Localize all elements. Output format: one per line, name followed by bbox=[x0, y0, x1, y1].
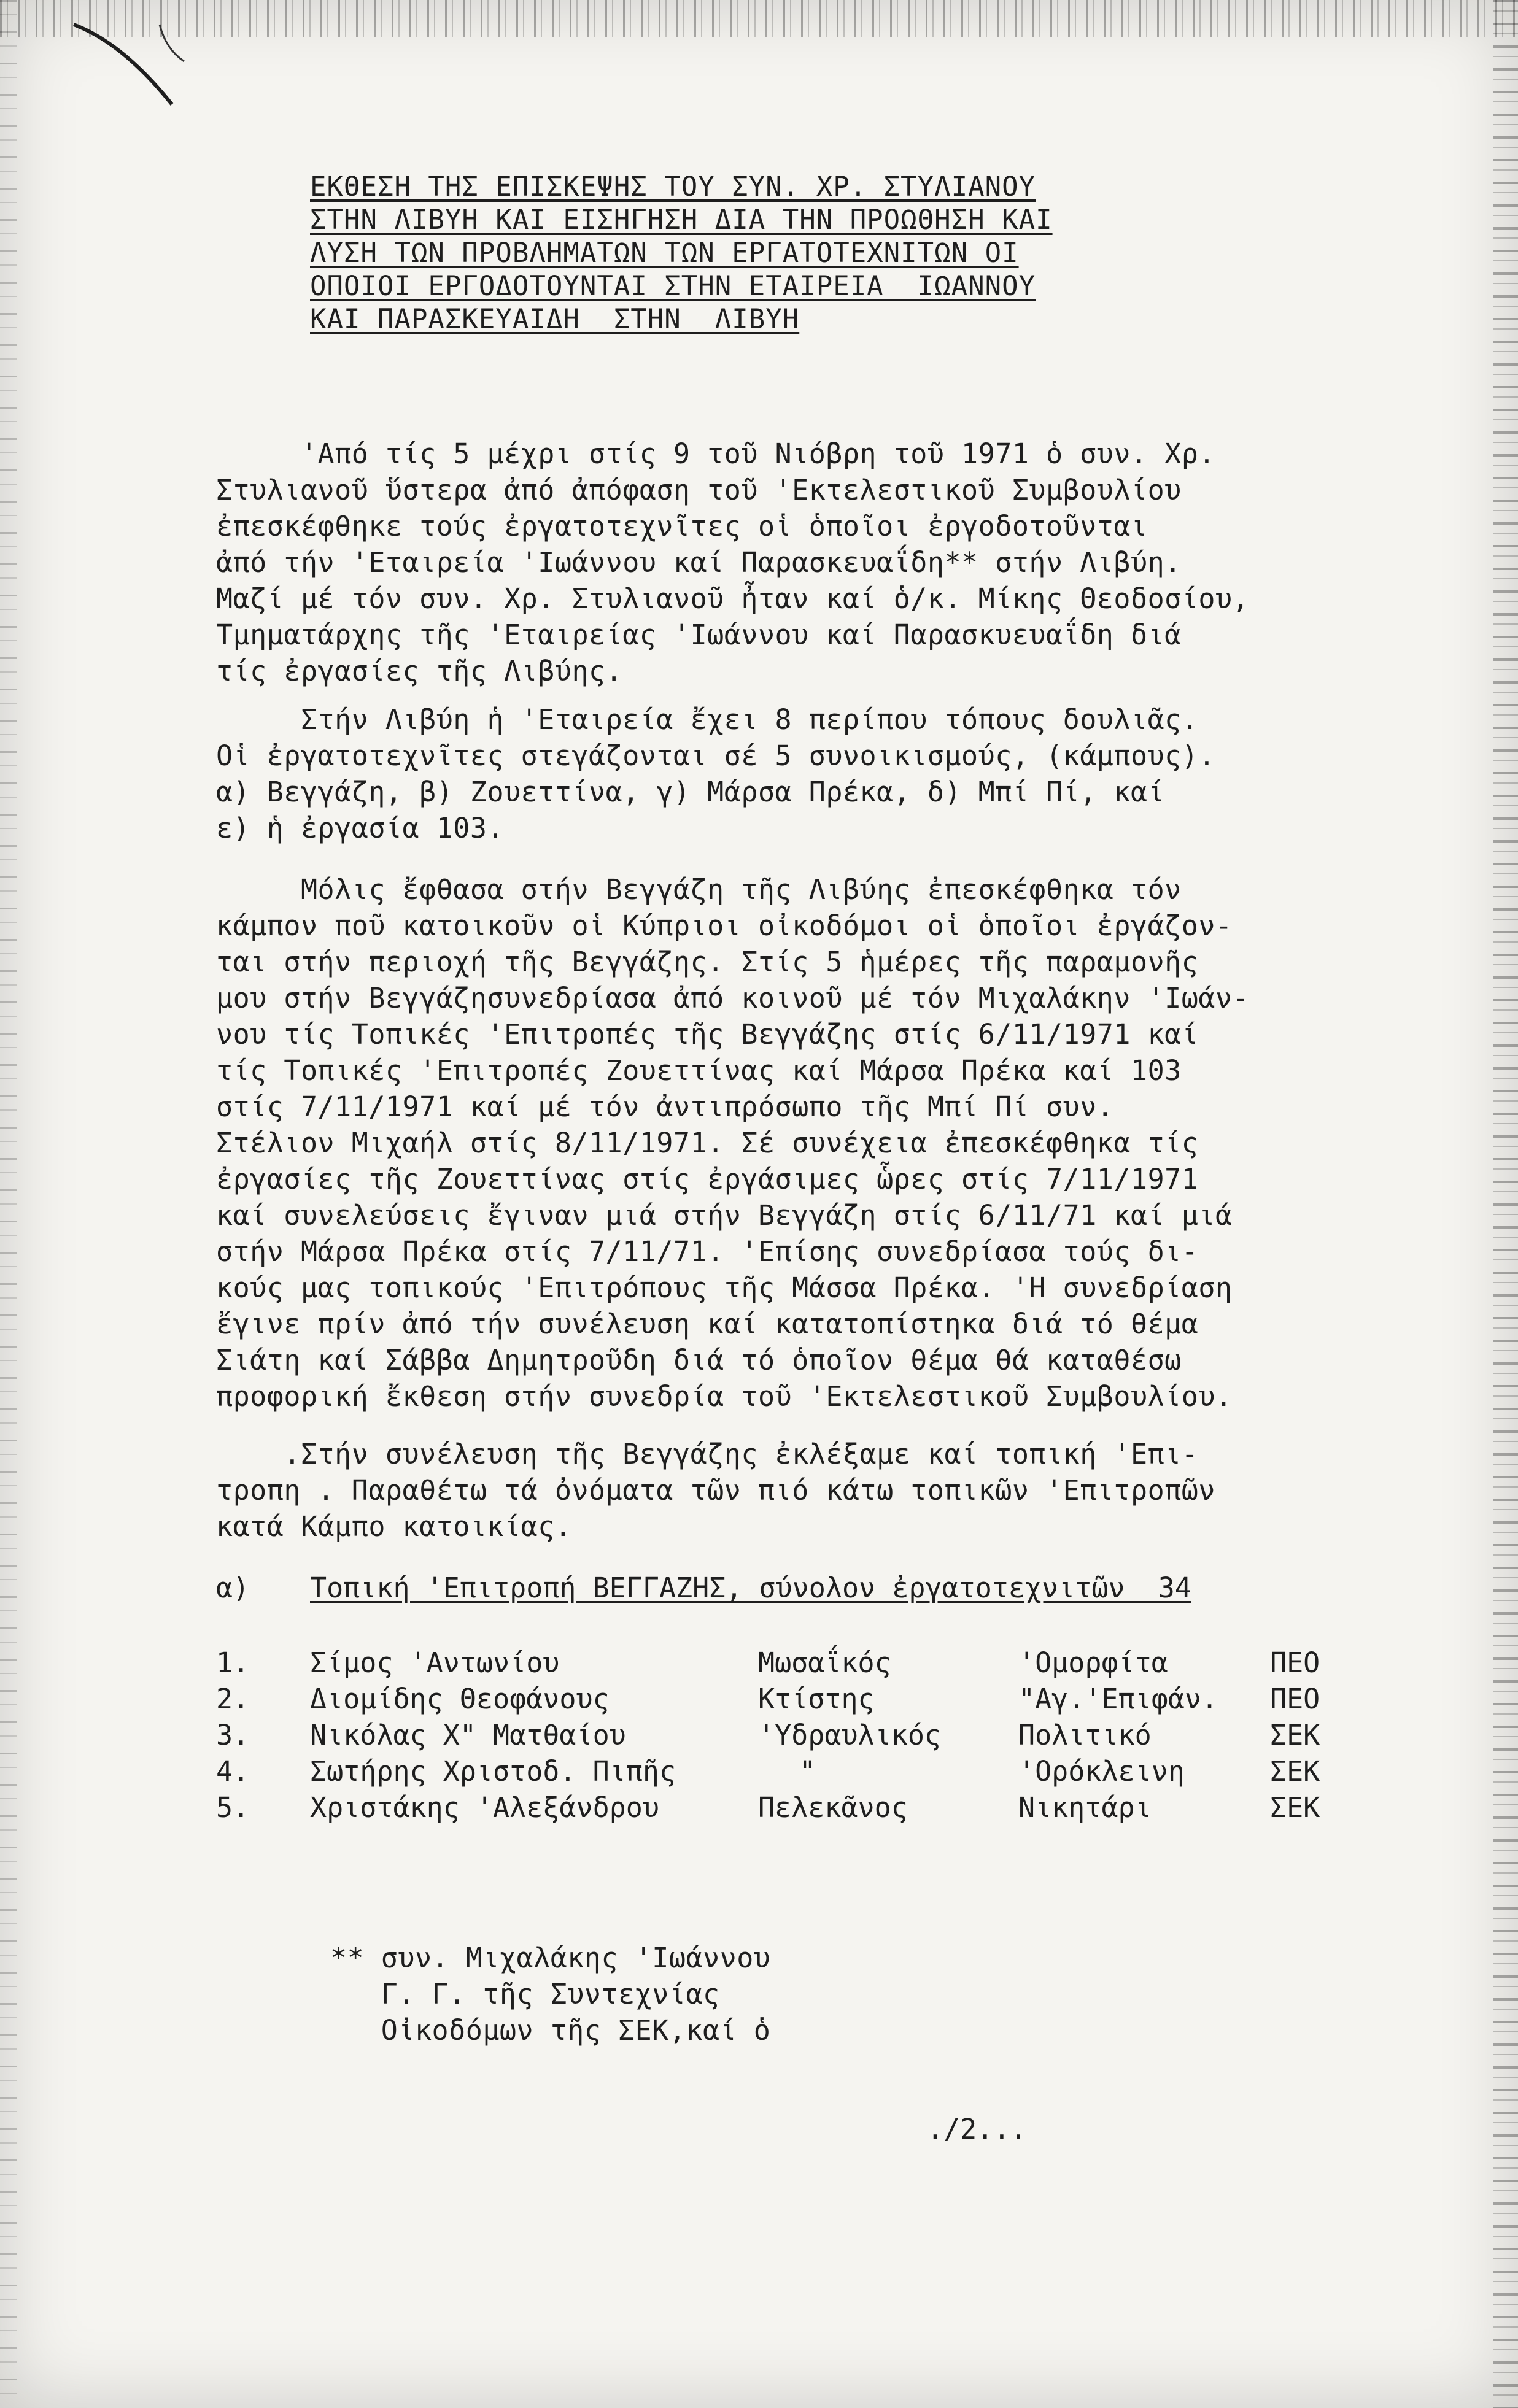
text-line: Σιάτη καί Σάββα Δημητροῦδη διά τό ὁποῖον θέμα θά καταθέσω bbox=[216, 1344, 1182, 1376]
scan-corner-mark bbox=[68, 18, 203, 123]
member-name: Χριστάκης 'Αλεξάνδρου bbox=[310, 1791, 659, 1824]
text-line: τίς Τοπικές 'Επιτροπές Ζουεττίνας καί Μάρσα Πρέκα καί 103 bbox=[216, 1054, 1182, 1087]
text-line: κούς μας τοπικούς 'Επιτρόπους τῆς Μάσσα Πρέκα. 'Η συνεδρίαση bbox=[216, 1272, 1233, 1304]
member-trade: Κτίστης bbox=[758, 1683, 875, 1715]
paragraph-committee-election bbox=[216, 1436, 1370, 1545]
member-trade: Πελεκᾶνος bbox=[758, 1791, 908, 1824]
paragraph-work-sites bbox=[216, 701, 1370, 846]
list-item bbox=[216, 1753, 1370, 1789]
member-trade: " bbox=[799, 1755, 816, 1788]
member-village: 'Ορόκλεινη bbox=[1018, 1755, 1185, 1788]
member-trade: 'Υδραυλικός bbox=[758, 1719, 942, 1751]
text-line: προφορική ἔκθεση στήν συνεδρία τοῦ 'Εκτελεστικοῦ Συμβουλίου. bbox=[216, 1380, 1233, 1413]
text-line: ται στήν περιοχή τῆς Βεγγάζης. Στίς 5 ἡμέρες τῆς παραμονῆς bbox=[216, 946, 1199, 978]
scan-edge-top bbox=[0, 0, 1518, 37]
title-line: ΟΠΟΙΟΙ ΕΡΓΟΔΟΤΟΥΝΤΑΙ ΣΤΗΝ ΕΤΑΙΡΕΙΑ ΙΩΑΝΝΟΥ bbox=[310, 271, 1036, 302]
footnote-line: Γ. Γ. τῆς Συντεχνίας bbox=[330, 1978, 720, 2010]
text-line: ἐργασίες τῆς Ζουεττίνας στίς ἐργάσιμες ὧρες στίς 7/11/1971 bbox=[216, 1163, 1199, 1195]
text-line: στήν Μάρσα Πρέκα στίς 7/11/71. 'Επίσης συνεδρίασα τούς δι- bbox=[216, 1235, 1199, 1268]
title-line: ΣΤΗΝ ΛΙΒΥΗ ΚΑΙ ΕΙΣΗΓΗΣΗ ΔΙΑ ΤΗΝ ΠΡΟΩΘΗΣΗ ΚΑΙ bbox=[310, 204, 1053, 236]
text-line: Στέλιον Μιχαήλ στίς 8/11/1971. Σέ συνέχεια ἐπεσκέφθηκα τίς bbox=[216, 1127, 1199, 1159]
list-item bbox=[216, 1717, 1370, 1753]
member-trade: Μωσαΐκός bbox=[758, 1646, 891, 1679]
member-union: ΠΕΟ bbox=[1270, 1646, 1320, 1679]
member-name: Διομίδης Θεοφάνους bbox=[310, 1683, 610, 1715]
document-title bbox=[310, 171, 1206, 336]
text-line: ε) ἡ ἐργασία 103. bbox=[216, 812, 505, 844]
member-name: Σωτήρης Χριστοδ. Πιπῆς bbox=[310, 1755, 676, 1788]
text-line: τροπη . Παραθέτω τά ὀνόματα τῶν πιό κάτω τοπικῶν 'Επιτροπῶν bbox=[216, 1474, 1215, 1507]
member-village: Πολιτικό bbox=[1018, 1719, 1152, 1751]
text-line: Στήν Λιβύη ἡ 'Εταιρεία ἔχει 8 περίπου τόπους δουλιᾶς. bbox=[216, 703, 1199, 736]
paragraph-meetings bbox=[216, 871, 1370, 1414]
member-union: ΣΕΚ bbox=[1270, 1719, 1320, 1751]
text-line: ἐπεσκέφθηκε τούς ἐργατοτεχνῖτες οἱ ὁποῖοι ἐργοδοτοῦνται bbox=[216, 510, 1148, 542]
text-line: .Στήν συνέλευση τῆς Βεγγάζης ἐκλέξαμε καί τοπική 'Επι- bbox=[216, 1438, 1199, 1470]
scan-edge-left bbox=[0, 0, 17, 2408]
text-line: α) Βεγγάζη, β) Ζουεττίνα, γ) Μάρσα Πρέκα, δ) Μπί Πί, καί bbox=[216, 776, 1165, 808]
member-village: "Αγ.'Επιφάν. bbox=[1018, 1683, 1218, 1715]
list-item bbox=[216, 1789, 1370, 1826]
member-union: ΣΕΚ bbox=[1270, 1755, 1320, 1788]
text-line: νου τίς Τοπικές 'Επιτροπές τῆς Βεγγάζης στίς 6/11/1971 καί bbox=[216, 1018, 1199, 1051]
member-union: ΠΕΟ bbox=[1270, 1683, 1320, 1715]
text-line: κατά Κάμπο κατοικίας. bbox=[216, 1510, 572, 1543]
text-line: καί συνελεύσεις ἔγιναν μιά στήν Βεγγάζη στίς 6/11/71 καί μιά bbox=[216, 1199, 1233, 1232]
member-name: Σίμος 'Αντωνίου bbox=[310, 1646, 560, 1679]
member-number: 4. bbox=[216, 1755, 250, 1788]
member-number: 5. bbox=[216, 1791, 250, 1824]
section-heading-benghazi bbox=[216, 1570, 1370, 1607]
text-line: Τμηματάρχης τῆς 'Εταιρείας 'Ιωάννου καί Παρασκυευαΐδη διά bbox=[216, 619, 1182, 651]
text-line: Οἱ ἐργατοτεχνῖτες στεγάζονται σέ 5 συνοικισμούς, (κάμπους). bbox=[216, 739, 1215, 772]
committee-member-list bbox=[216, 1645, 1370, 1826]
scan-edge-right bbox=[1493, 0, 1518, 2408]
member-number: 3. bbox=[216, 1719, 250, 1751]
text-line: Μόλις ἔφθασα στήν Βεγγάζη τῆς Λιβύης ἐπεσκέφθηκα τόν bbox=[216, 873, 1182, 906]
list-item bbox=[216, 1645, 1370, 1681]
text-line: μου στήν Βεγγάζησυνεδρίασα ἀπό κοινοῦ μέ τόν Μιχαλάκην 'Ιωάν- bbox=[216, 982, 1250, 1014]
title-line: ΚΑΙ ΠΑΡΑΣΚΕΥΑΙΔΗ ΣΤΗΝ ΛΙΒΥΗ bbox=[310, 304, 800, 335]
text-line: στίς 7/11/1971 καί μέ τόν ἀντιπρόσωπο τῆς Μπί Πί συν. bbox=[216, 1090, 1114, 1123]
member-union: ΣΕΚ bbox=[1270, 1791, 1320, 1824]
paragraph-visit-intro bbox=[216, 436, 1370, 689]
footnote-line: Οἰκοδόμων τῆς ΣΕΚ,καί ὁ bbox=[330, 2014, 771, 2047]
member-number: 2. bbox=[216, 1683, 250, 1715]
text-line: Στυλιανοῦ ὕστερα ἀπό ἀπόφαση τοῦ 'Εκτελεστικοῦ Συμβουλίου bbox=[216, 474, 1182, 506]
title-line: ΛΥΣΗ ΤΩΝ ΠΡΟΒΛΗΜΑΤΩΝ ΤΩΝ ΕΡΓΑΤΟΤΕΧΝΙΤΩΝ ΟΙ bbox=[310, 237, 1019, 269]
member-village: Νικητάρι bbox=[1018, 1791, 1152, 1824]
text-line: Μαζί μέ τόν συν. Χρ. Στυλιανοῦ ἦταν καί ὁ/κ. Μίκης Θεοδοσίου, bbox=[216, 582, 1250, 615]
list-item bbox=[216, 1681, 1370, 1717]
text-line: τίς ἐργασίες τῆς Λιβύης. bbox=[216, 655, 623, 687]
section-label: α) bbox=[216, 1572, 250, 1604]
page-continuation: ./2... bbox=[927, 2113, 1027, 2145]
footnote-line: ** συν. Μιχαλάκης 'Ιωάννου bbox=[330, 1942, 771, 1974]
text-line: ἔγινε πρίν ἀπό τήν συνέλευση καί κατατοπίστηκα διά τό θέμα bbox=[216, 1308, 1199, 1340]
member-number: 1. bbox=[216, 1646, 250, 1679]
member-village: 'Ομορφίτα bbox=[1018, 1646, 1168, 1679]
text-line: 'Από τίς 5 μέχρι στίς 9 τοῦ Νιόβρη τοῦ 1971 ὁ συν. Χρ. bbox=[216, 438, 1215, 470]
title-line: ΕΚΘΕΣΗ ΤΗΣ ΕΠΙΣΚΕΨΗΣ ΤΟΥ ΣΥΝ. ΧΡ. ΣΤΥΛΙΑΝΟΥ bbox=[310, 171, 1036, 203]
section-title: Τοπική 'Επιτροπή ΒΕΓΓΑΖΗΣ, σύνολον ἐργατοτεχνιτῶν 34 bbox=[310, 1572, 1191, 1604]
member-name: Νικόλας Χ" Ματθαίου bbox=[310, 1719, 626, 1751]
text-line: κάμπον ποῦ κατοικοῦν οἱ Κύπριοι οἰκοδόμοι οἱ ὁποῖοι ἐργάζον- bbox=[216, 909, 1233, 942]
text-line: ἀπό τήν 'Εταιρεία 'Ιωάννου καί Παρασκευαΐδη** στήν Λιβύη. bbox=[216, 546, 1182, 579]
footnote bbox=[330, 1940, 1190, 2048]
